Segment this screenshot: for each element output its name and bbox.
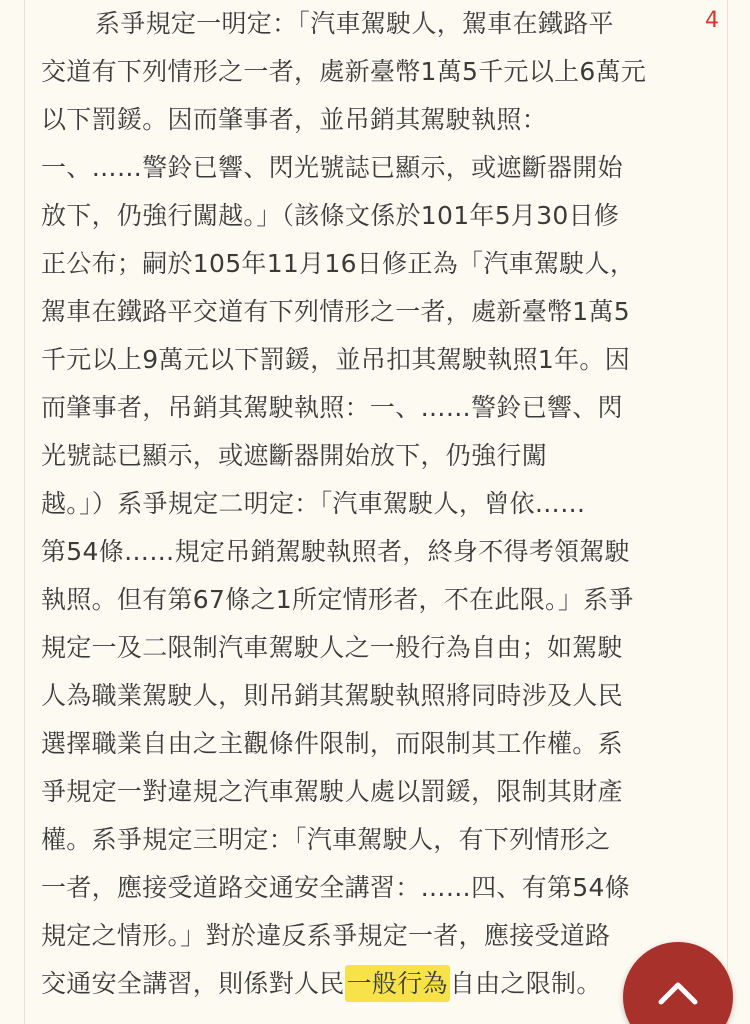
text-line: 規定之情形。」對於違反系爭規定一者，應接受道路 xyxy=(41,921,611,950)
document-page xyxy=(24,0,728,1024)
text-line-last xyxy=(41,960,691,1008)
text-line: 人為職業駕駛人，則吊銷其駕駛執照將同時涉及人民 xyxy=(41,681,623,710)
text-line: 越。」）系爭規定二明定：「汽車駕駛人，曾依…… xyxy=(41,489,586,518)
text-line: 交道有下列情形之一者，處新臺幣1萬5千元以上6萬元 xyxy=(41,57,647,86)
text-line: 駕車在鐵路平交道有下列情形之一者，處新臺幣1萬5 xyxy=(41,297,631,326)
text-line: 執照。但有第67條之1所定情形者，不在此限。」系爭 xyxy=(41,585,634,614)
text-line: 以下罰鍰。因而肇事者，並吊銷其駕駛執照： xyxy=(41,105,548,134)
text-line: 第54條……規定吊銷駕駛執照者，終身不得考領駕駛 xyxy=(41,537,631,566)
paragraph-number: 4 xyxy=(705,8,719,33)
text-line: 爭規定一對違規之汽車駕駛人處以罰鍰，限制其財產 xyxy=(41,777,623,806)
text-segment: 自由之限制。 xyxy=(449,969,602,998)
text-line: 選擇職業自由之主觀條件限制，而限制其工作權。系 xyxy=(41,729,623,758)
paragraph-body xyxy=(41,0,691,1008)
text-line: 而肇事者，吊銷其駕駛執照：一、……警鈴已響、閃 xyxy=(41,393,623,422)
text-line: 正公布；嗣於105年11月16日修正為「汽車駕駛人， xyxy=(41,249,636,278)
text-line: 一者，應接受道路交通安全講習：……四、有第54條 xyxy=(41,873,631,902)
text-line: 一、……警鈴已響、閃光號誌已顯示，或遮斷器開始 xyxy=(41,153,623,182)
text-line: 光號誌已顯示，或遮斷器開始放下，仍強行闖 xyxy=(41,441,548,470)
text-segment: 交通安全講習，則係對人民 xyxy=(41,969,345,998)
text-line: 權。系爭規定三明定：「汽車駕駛人，有下列情形之 xyxy=(41,825,611,854)
highlighted-text[interactable]: 一般行為 xyxy=(345,965,450,1002)
text-line: 系爭規定一明定：「汽車駕駛人，駕車在鐵路平 xyxy=(95,9,614,38)
text-line: 千元以上9萬元以下罰鍰，並吊扣其駕駛執照1年。因 xyxy=(41,345,631,374)
text-line: 放下，仍強行闖越。」（該條文係於101年5月30日修 xyxy=(41,201,620,230)
chevron-up-icon xyxy=(657,980,699,1006)
text-line: 規定一及二限制汽車駕駛人之一般行為自由；如駕駛 xyxy=(41,633,623,662)
